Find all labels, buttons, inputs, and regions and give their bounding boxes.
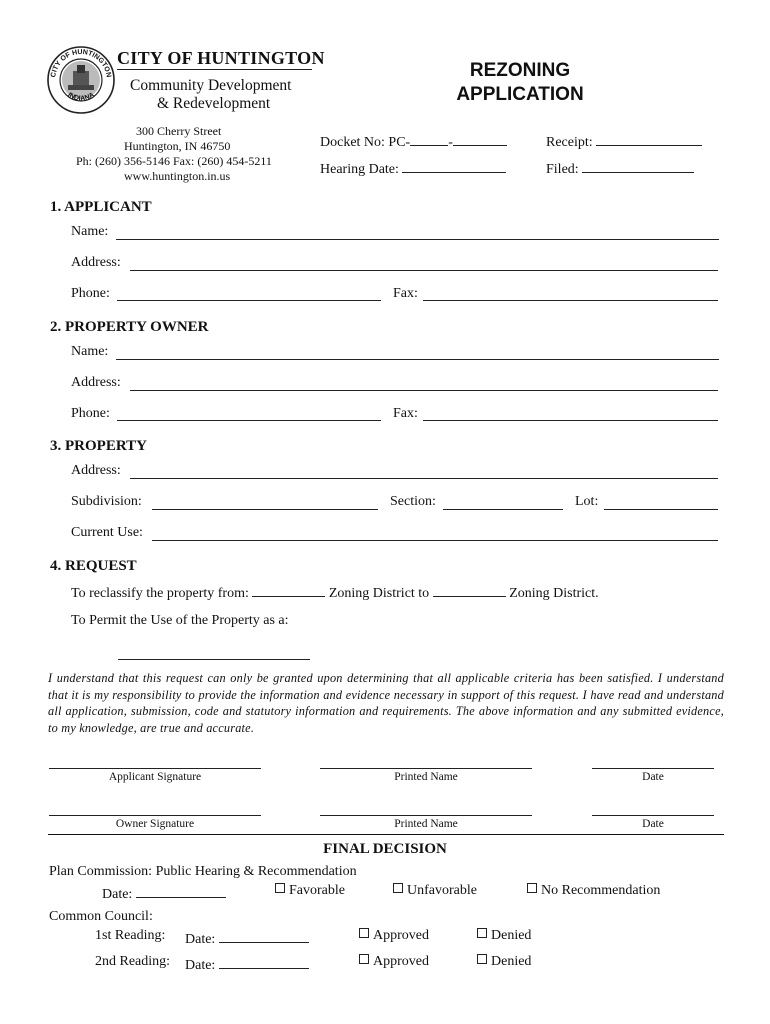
- reclassify-line: To reclassify the property from: Zoning District to Zoning District.: [71, 582, 599, 602]
- owner-printed-name-field[interactable]: [320, 815, 532, 816]
- common-council-label: Common Council:: [49, 909, 153, 924]
- second-reading-date: Date:: [185, 954, 309, 974]
- first-reading-denied[interactable]: Denied: [477, 928, 531, 944]
- section-request-title: 4. REQUEST: [50, 558, 137, 574]
- header-rule: [117, 69, 312, 70]
- owner-name-field[interactable]: [116, 359, 719, 360]
- plan-commission-date-field[interactable]: [136, 883, 226, 898]
- applicant-printed-name-field[interactable]: [320, 768, 532, 769]
- owner-fax-field[interactable]: [423, 420, 718, 421]
- applicant-fax-field[interactable]: [423, 300, 718, 301]
- applicant-phone-label: Phone:: [71, 286, 110, 301]
- applicant-signature-field[interactable]: [49, 768, 261, 769]
- docket-label: Docket No: PC- -: [320, 131, 507, 151]
- to-zoning-field[interactable]: [433, 582, 506, 597]
- plan-commission-date: Date:: [102, 883, 226, 903]
- first-reading-label: 1st Reading:: [95, 928, 166, 943]
- hearing-date-field[interactable]: [402, 158, 506, 173]
- first-reading-date: Date:: [185, 928, 309, 948]
- title-line1: REZONING: [469, 60, 571, 81]
- page-title: [410, 59, 630, 107]
- section-property-title: 3. PROPERTY: [50, 438, 147, 454]
- plan-commission-label: Plan Commission: Public Hearing & Recommendation: [49, 864, 357, 879]
- receipt-field[interactable]: [596, 131, 702, 146]
- permit-use-field[interactable]: [118, 659, 310, 660]
- second-reading-approved[interactable]: Approved: [359, 954, 429, 970]
- filed-label: Filed:: [546, 158, 694, 178]
- applicant-date-field[interactable]: [592, 768, 714, 769]
- applicant-name-field[interactable]: [116, 239, 719, 240]
- first-approved-checkbox[interactable]: [359, 928, 369, 938]
- property-address-field[interactable]: [130, 478, 718, 479]
- applicant-name-label: Name:: [71, 224, 109, 239]
- permit-use-label: To Permit the Use of the Property as a:: [71, 613, 289, 628]
- applicant-address-label: Address:: [71, 255, 121, 270]
- first-denied-checkbox[interactable]: [477, 928, 487, 938]
- owner-address-field[interactable]: [130, 390, 718, 391]
- owner-signature-field[interactable]: [49, 815, 261, 816]
- second-reading-label: 2nd Reading:: [95, 954, 171, 969]
- hearing-date-label: Hearing Date:: [320, 158, 506, 178]
- subdivision-field[interactable]: [152, 509, 378, 510]
- from-zoning-field[interactable]: [252, 582, 325, 597]
- title-line2: APPLICATION: [456, 84, 584, 105]
- owner-printed-name-caption: Printed Name: [394, 818, 458, 830]
- no-recommendation-checkbox[interactable]: [527, 883, 537, 893]
- first-reading-approved[interactable]: Approved: [359, 928, 429, 944]
- receipt-label: Receipt:: [546, 131, 702, 151]
- filed-field[interactable]: [582, 158, 694, 173]
- city-seal: [46, 45, 116, 115]
- dept-line1: Community Development: [130, 77, 292, 94]
- address-line1: 300 Cherry Street: [136, 124, 222, 138]
- applicant-printed-name-caption: Printed Name: [394, 771, 458, 783]
- applicant-signature-caption: Applicant Signature: [108, 771, 202, 783]
- subdivision-label: Subdivision:: [71, 494, 142, 509]
- section-label: Section:: [390, 494, 436, 509]
- owner-phone-label: Phone:: [71, 406, 110, 421]
- owner-address-label: Address:: [71, 375, 121, 390]
- owner-phone-field[interactable]: [117, 420, 381, 421]
- phone-fax: Ph: (260) 356-5146 Fax: (260) 454-5211: [76, 154, 272, 168]
- final-decision-title: FINAL DECISION: [323, 841, 447, 857]
- unfavorable-checkbox[interactable]: [393, 883, 403, 893]
- unfavorable-option[interactable]: Unfavorable: [393, 883, 477, 899]
- applicant-fax-label: Fax:: [393, 286, 418, 301]
- no-recommendation-option[interactable]: No Recommendation: [527, 883, 660, 899]
- final-divider: [48, 834, 724, 835]
- docket-field-2[interactable]: [453, 131, 507, 146]
- applicant-address-field[interactable]: [130, 270, 718, 271]
- applicant-date-caption: Date: [642, 771, 664, 783]
- section-field[interactable]: [443, 509, 563, 510]
- org-name: CITY OF HUNTINGTON: [117, 48, 325, 68]
- section-applicant-title: 1. APPLICANT: [50, 199, 152, 215]
- owner-name-label: Name:: [71, 344, 109, 359]
- website: www.huntington.in.us: [124, 169, 231, 183]
- second-approved-checkbox[interactable]: [359, 954, 369, 964]
- section-owner-title: 2. PROPERTY OWNER: [50, 319, 209, 335]
- docket-field-1[interactable]: [410, 131, 448, 146]
- owner-date-field[interactable]: [592, 815, 714, 816]
- favorable-checkbox[interactable]: [275, 883, 285, 893]
- seal-bottom-text: INDIANA: [66, 91, 96, 103]
- dept-line2: & Redevelopment: [157, 95, 271, 112]
- second-reading-date-field[interactable]: [219, 954, 309, 969]
- owner-fax-label: Fax:: [393, 406, 418, 421]
- certification-statement: I understand that this request can only be granted upon determining that all applicable criteria has been satisfied. I understand that it is my responsibility to provide the information and evidence necessary in support of this request. I have read and understand all application, submission, code and statutory information and requirements. The above information and any submitted evidence, to my knowledge, are true and accurate.: [48, 671, 724, 735]
- owner-signature-caption: Owner Signature: [115, 818, 195, 830]
- second-denied-checkbox[interactable]: [477, 954, 487, 964]
- current-use-field[interactable]: [152, 540, 718, 541]
- lot-label: Lot:: [575, 494, 599, 509]
- favorable-option[interactable]: Favorable: [275, 883, 345, 899]
- lot-field[interactable]: [604, 509, 718, 510]
- second-reading-denied[interactable]: Denied: [477, 954, 531, 970]
- current-use-label: Current Use:: [71, 525, 143, 540]
- first-reading-date-field[interactable]: [219, 928, 309, 943]
- seal-top-text: CITY OF HUNTINGTON: [50, 48, 112, 78]
- applicant-phone-field[interactable]: [117, 300, 381, 301]
- owner-date-caption: Date: [642, 818, 664, 830]
- property-address-label: Address:: [71, 463, 121, 478]
- address-line2: Huntington, IN 46750: [124, 139, 231, 153]
